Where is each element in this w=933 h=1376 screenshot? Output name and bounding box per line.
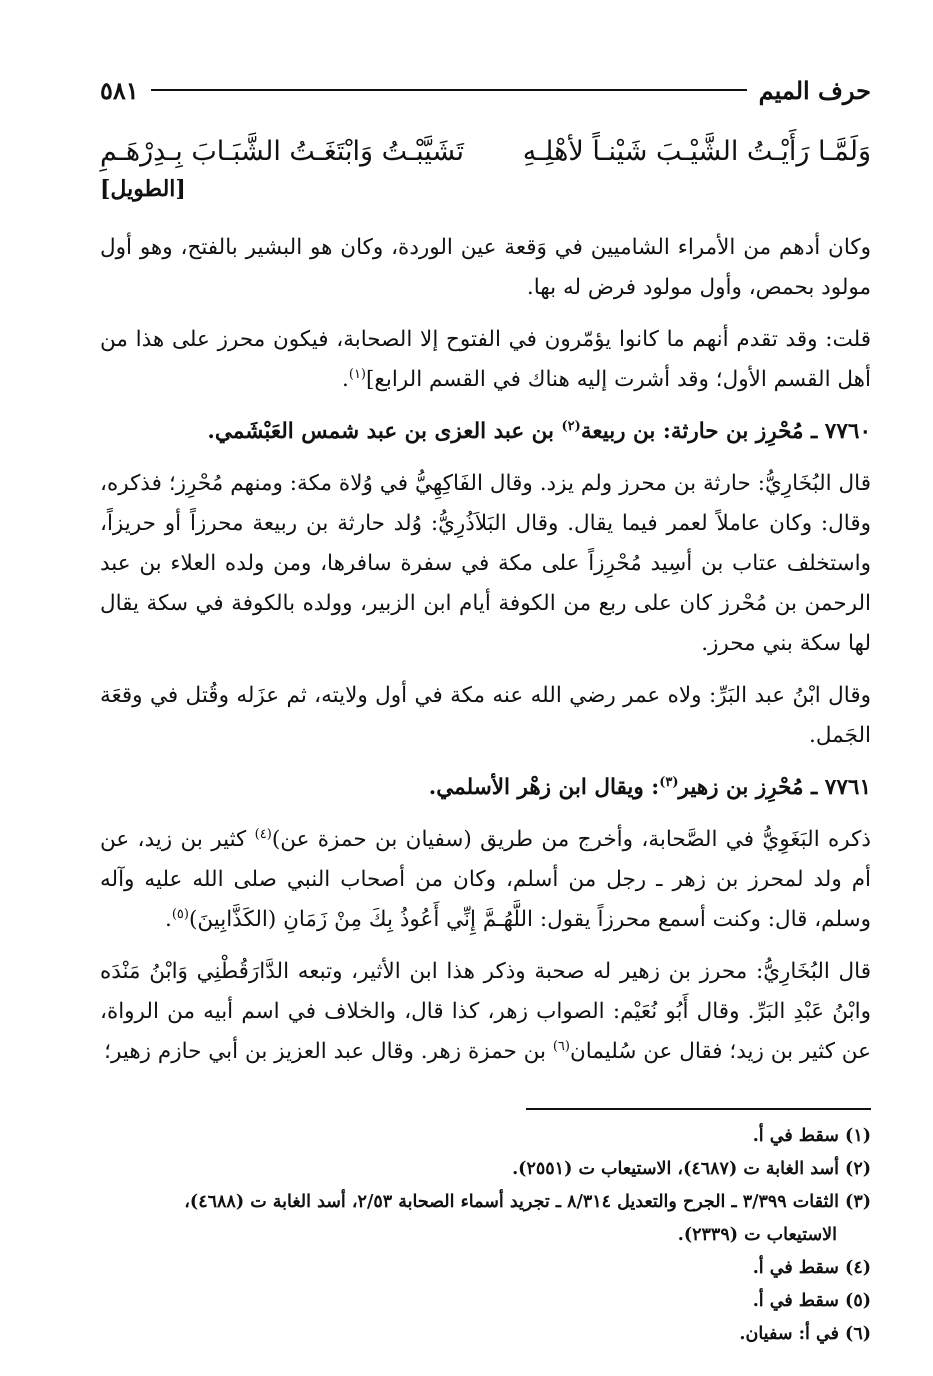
- chapter-title: حرف الميم: [758, 75, 871, 105]
- paragraph: ذكره البَغَوِيُّ في الصَّحابة، وأخرج من طريق (سفيان بن حمزة عن)$^{(٤)}$ كثير بن زيد، عن أم ولد لمحرز بن زهر ـ رجل من أسلم، وكان من أصحاب النبي صلى الله عليه وآله وسلم، قال: وكنت أسمع محرزاً يقول: اللَّهُـمَّ إِنِّي أَعُوذُ بِكَ مِنْ زَمَانِ (الكَذَّابِينَ)$^{(٥)}$.: [100, 826, 871, 932]
- footnote-ref: (٢): [561, 418, 581, 434]
- paragraph: قال البُخَارِيُّ: حارثة بن محرز ولم يزد. وقال الفَاكِهِيُّ في وُلاة مكة: ومنهم مُحْرِز؛ فذكره، وقال: وكان عاملاً لعمر فيما يقال. وقال البَلاَذُرِيُّ: وُلد حارثة بن ربيعة محرزاً أو حريزاً، واستخلف عتاب بن أسِيد مُحْرِزاً على مكة في سفرة سافرها، ومن ولده العلاء بن عبد الرحمن بن مُحْرز كان على ربع من الكوفة أيام ابن الزبير، وولده بالكوفة في سكة يقال لها سكة بني محرز.: [100, 471, 871, 656]
- footnotes: [100, 1120, 871, 1351]
- poetry-verse: [100, 132, 871, 172]
- footnote: (٦) في أ: سفيان.: [739, 1324, 871, 1344]
- footnote-continuation: الاستيعاب ت (٢٣٣٩).: [677, 1225, 837, 1245]
- footnote: (٥) سقط في أ.: [752, 1291, 871, 1311]
- verse-first-hemistich: وَلَمَّـا رَأَيْـتُ الشَّيْـبَ شَيْنـاً لأهْلِـهِ: [522, 136, 871, 167]
- footnote: (٣) الثقات ٣/٣٩٩ ـ الجرح والتعديل ٨/٣١٤ ـ تجريد أسماء الصحابة ٢/٥٣، أسد الغابة ت (٤٦٨٨)،: [184, 1192, 871, 1212]
- header-rule: [151, 89, 747, 91]
- running-header: [100, 70, 871, 110]
- footnote: (٢) أسد الغابة ت (٤٦٨٧)، الاستيعاب ت (٢٥٥١).: [512, 1159, 871, 1179]
- footnote-separator: [526, 1108, 871, 1110]
- verse-second-hemistich: تَشَيَّبْـتُ وَابْتَغَـتُ الشَّبَـابَ بِـدِرْهَـمِ: [100, 136, 464, 167]
- biography-entry-heading: ٧٧٦١ ـ مُحْرِز بن زهير$^{(٣)}$: ويقال ابن زهْر الأسلمي.: [428, 774, 871, 800]
- paragraph: وكان أدهم من الأمراء الشاميين في وَقعة عين الوردة، وكان هو البشير بالفتح، وهو أول مولود بحمص، وأول مولود فرض له بها.: [100, 235, 871, 300]
- footnote-ref: (٥): [171, 906, 189, 922]
- paragraph: قلت: وقد تقدم أنهم ما كانوا يؤمّرون في الفتوح إلا الصحابة، فيكون محرز على هذا من أهل القسم الأول؛ وقد أشرت إليه هناك في القسم الرابع]$^{(١)}$.: [100, 327, 871, 392]
- page-number: ٥٨١: [100, 75, 139, 105]
- footnote-ref: (٤): [254, 826, 272, 842]
- footnote-ref: (٣): [659, 774, 679, 790]
- biography-entry-heading: ٧٧٦٠ ـ مُحْرِز بن حارثة: بن ربيعة$^{(٢)}$ بن عبد العزى بن عبد شمس العَبْشَمي.: [207, 418, 871, 444]
- footnote-ref: (١): [348, 366, 366, 382]
- poetic-meter: [الطويل]: [100, 176, 186, 202]
- footnote: (١) سقط في أ.: [752, 1126, 871, 1146]
- paragraph: قال البُخَارِيُّ: محرز بن زهير له صحبة وذكر هذا ابن الأثير، وتبعه الدَّارَقُطْنِي وَابْنُ مَنْدَه وابْنُ عَبْدِ البَرِّ. وقال أَبُو نُعَيْم: الصواب زهر، كذا قال، والخلاف في اسم أبيه من الرواة، عن كثير بن زيد؛ فقال عن سُليمان$^{(٦)}$ بن حمزة زهر. وقال عبد العزيز بن أبي حازم زهير؛: [100, 959, 871, 1064]
- paragraph: وقال ابْنُ عبد البَرِّ: ولاه عمر رضي الله عنه مكة في أول ولايته، ثم عزَله وقُتل في وقعَة الجَمل.: [100, 683, 871, 748]
- footnote-ref: (٦): [552, 1038, 570, 1054]
- footnote: (٤) سقط في أ.: [752, 1258, 871, 1278]
- main-text: [100, 228, 871, 1072]
